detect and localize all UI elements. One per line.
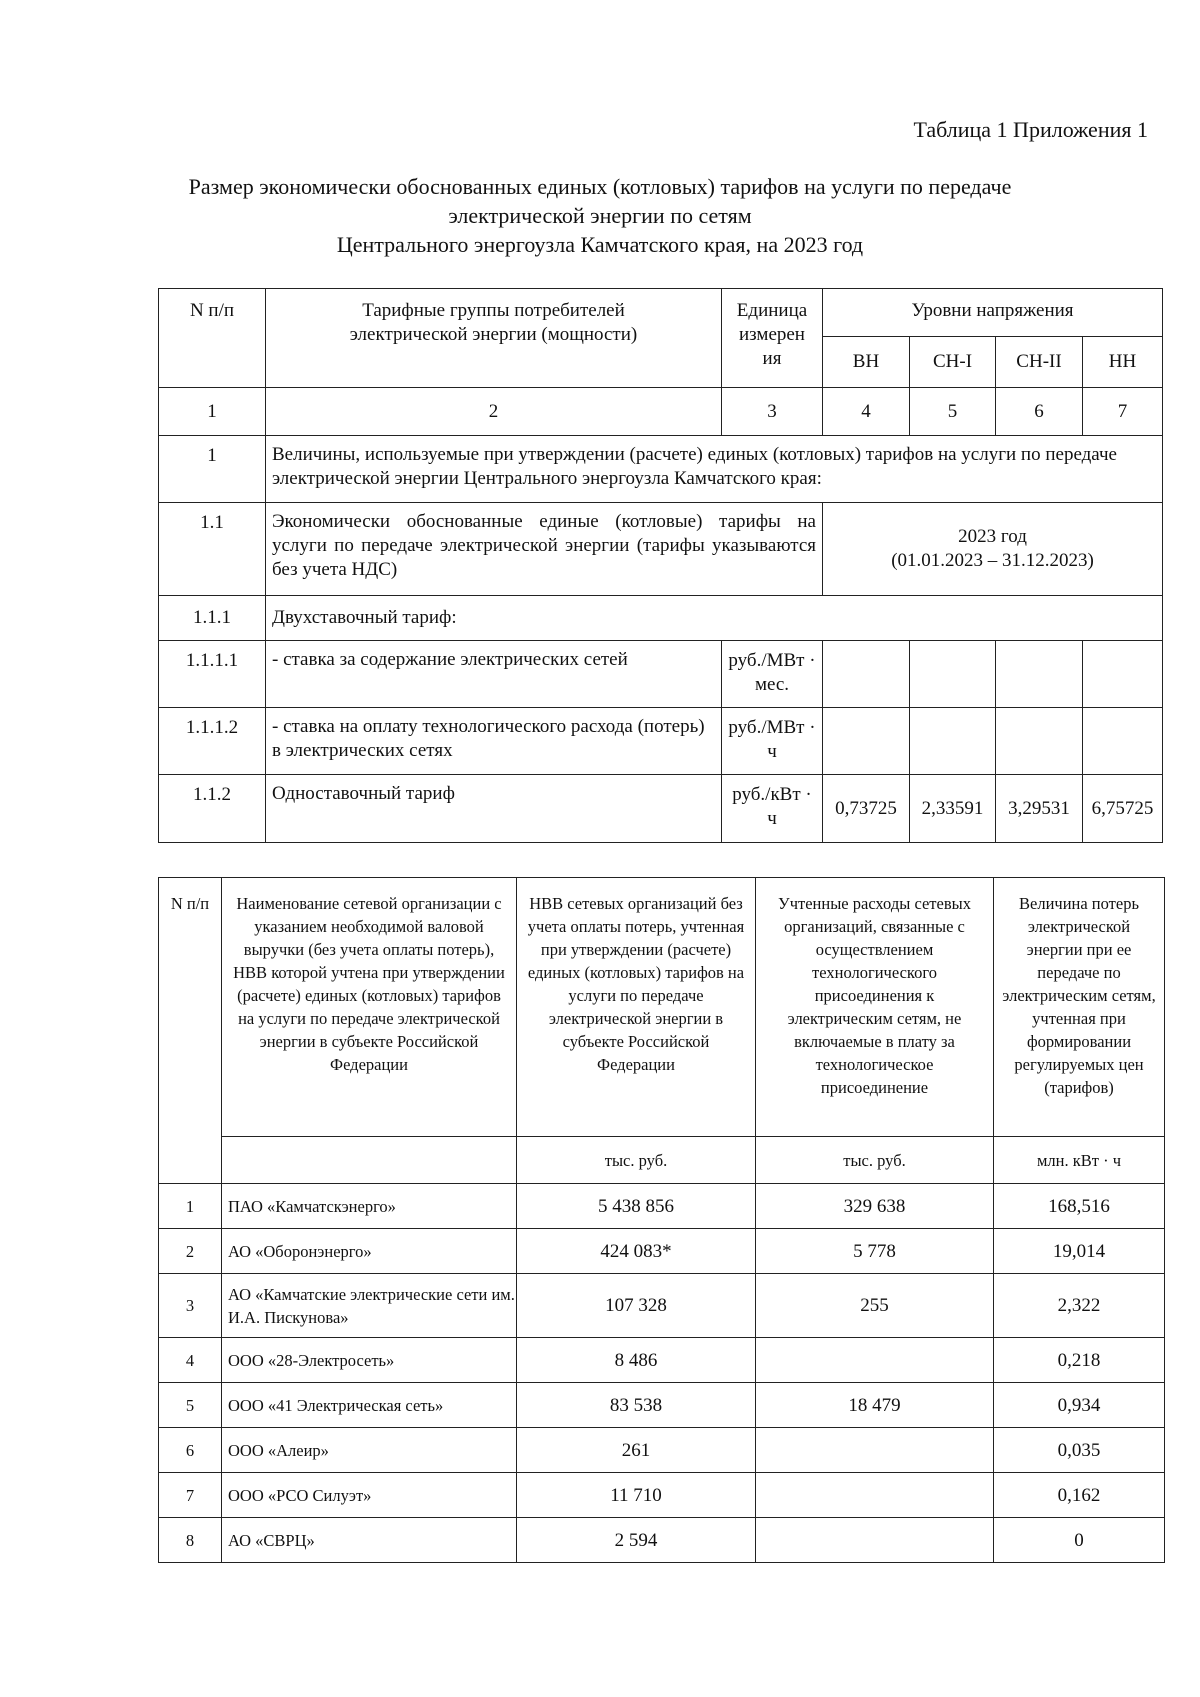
org-expenses [756,1428,994,1473]
org-losses: 0,035 [994,1428,1165,1473]
tariff-period [823,503,1163,596]
org-losses: 168,516 [994,1184,1165,1229]
org-nvv: 261 [517,1428,756,1473]
row-num: 1.1.1.2 [159,708,266,775]
org-expenses [756,1338,994,1383]
value-sn2 [996,641,1083,708]
unit-name-empty [222,1137,517,1184]
org-num: 5 [159,1383,222,1428]
tariff-table [158,288,1163,843]
column-number: 6 [996,388,1083,436]
period-year: 2023 год [958,526,1027,547]
row-text: - ставка за содержание электрических сетей [266,641,722,708]
org-nvv: 424 083* [517,1229,756,1274]
table-row [159,1518,1165,1563]
row-text: Величины, используемые при утверждении (расчете) единых (котловых) тарифов на услуги по передаче электрической энергии Центрального энергоузла Камчатского края: [266,436,1163,503]
org-num: 2 [159,1229,222,1274]
table-row [159,1473,1165,1518]
org-losses: 2,322 [994,1274,1165,1338]
row-text: Экономически обоснованные единые (котловые) тарифы на услуги по передаче электрической энергии (тарифы указываются без учета НДС) [266,503,823,596]
column-number: 3 [722,388,823,436]
org-losses: 0,934 [994,1383,1165,1428]
org-name: ООО «28-Электросеть» [222,1338,517,1383]
org-name: АО «Оборонэнерго» [222,1229,517,1274]
row-num: 1.1.2 [159,775,266,843]
org-losses: 0,218 [994,1338,1165,1383]
value-nn [1083,641,1163,708]
header-num: N п/п [159,878,222,1184]
row-text: - ставка на оплату технологического расхода (потерь) в электрических сетях [266,708,722,775]
table-row [159,1428,1165,1473]
header-voltage-levels: Уровни напряжения [823,289,1163,337]
table-row [159,1338,1165,1383]
org-expenses [756,1518,994,1563]
org-name: АО «СВРЦ» [222,1518,517,1563]
row-unit: руб./МВт · мес. [722,641,823,708]
header-org-name: Наименование сетевой организации с указанием необходимой валовой выручки (без учета оплаты потерь), НВВ которой учтена при утверждении (расчете) единых (котловых) тарифов на услуги по передаче электрической энергии в субъекте Российской Федерации [222,878,517,1137]
column-number: 2 [266,388,722,436]
value-nn: 6,75725 [1083,775,1163,843]
table-row [159,1383,1165,1428]
row-num: 1 [159,436,266,503]
org-expenses: 18 479 [756,1383,994,1428]
org-nvv: 2 594 [517,1518,756,1563]
org-expenses: 329 638 [756,1184,994,1229]
org-name: ООО «41 Электрическая сеть» [222,1383,517,1428]
page-title [0,172,1200,259]
row-unit: руб./МВт · ч [722,708,823,775]
org-nvv: 5 438 856 [517,1184,756,1229]
org-num: 3 [159,1274,222,1338]
org-nvv: 11 710 [517,1473,756,1518]
row-num: 1.1.1.1 [159,641,266,708]
title-line: Центрального энергоузла Камчатского края, на 2023 год [336,232,864,257]
org-num: 8 [159,1518,222,1563]
header-sn2: СН-II [996,337,1083,388]
value-sn1 [910,641,996,708]
org-expenses [756,1473,994,1518]
column-number: 4 [823,388,910,436]
header-unit: Единица измерен ия [722,289,823,388]
org-num: 4 [159,1338,222,1383]
unit-expenses: тыс. руб. [756,1137,994,1184]
unit-nvv: тыс. руб. [517,1137,756,1184]
org-nvv: 8 486 [517,1338,756,1383]
org-losses: 0,162 [994,1473,1165,1518]
column-number: 1 [159,388,266,436]
period-range: (01.01.2023 – 31.12.2023) [891,550,1094,571]
org-nvv: 83 538 [517,1383,756,1428]
org-num: 1 [159,1184,222,1229]
value-vn [823,641,910,708]
header-losses: Величина потерь электрической энергии при ее передаче по электрическим сетям, учтенная при формировании регулируемых цен (тарифов) [994,878,1165,1137]
value-vn: 0,73725 [823,775,910,843]
unit-losses: млн. кВт · ч [994,1137,1165,1184]
header-expenses: Учтенные расходы сетевых организаций, связанные с осуществлением технологического присоединения к электрическим сетям, не включаемые в плату за технологическое присоединение [756,878,994,1137]
value-vn [823,708,910,775]
header-sn1: СН-I [910,337,996,388]
org-nvv: 107 328 [517,1274,756,1338]
column-number: 5 [910,388,996,436]
org-num: 6 [159,1428,222,1473]
org-expenses: 255 [756,1274,994,1338]
header-num: N п/п [159,289,266,388]
value-sn1 [910,708,996,775]
table-row [159,1184,1165,1229]
table-row [159,1274,1165,1338]
header-vn: ВН [823,337,910,388]
org-expenses: 5 778 [756,1229,994,1274]
row-text: Двухставочный тариф: [266,596,1163,641]
row-unit: руб./кВт · ч [722,775,823,843]
row-num: 1.1.1 [159,596,266,641]
header-tariff-groups: Тарифные группы потребителей электрической энергии (мощности) [266,289,722,388]
org-name: ООО «РСО Силуэт» [222,1473,517,1518]
org-num: 7 [159,1473,222,1518]
value-sn1: 2,33591 [910,775,996,843]
row-num: 1.1 [159,503,266,596]
org-name: ООО «Алеир» [222,1428,517,1473]
value-sn2 [996,708,1083,775]
title-line: электрической энергии по сетям [448,203,752,228]
title-line: Размер экономически обоснованных единых (котловых) тарифов на услуги по передаче [188,174,1012,199]
header-nvv: НВВ сетевых организаций без учета оплаты потерь, учтенная при утверждении (расчете) единых (котловых) тарифов на услуги по передаче электрической энергии в субъекте Российской Федерации [517,878,756,1137]
table-reference: Таблица 1 Приложения 1 [913,117,1148,142]
org-name: ПАО «Камчатскэнерго» [222,1184,517,1229]
value-nn [1083,708,1163,775]
column-number: 7 [1083,388,1163,436]
row-text: Одноставочный тариф [266,775,722,843]
table-row [159,1229,1165,1274]
header-nn: НН [1083,337,1163,388]
org-name: АО «Камчатские электрические сети им. И.А. Пискунова» [222,1274,517,1338]
org-table [158,877,1165,1563]
org-losses: 0 [994,1518,1165,1563]
value-sn2: 3,29531 [996,775,1083,843]
org-losses: 19,014 [994,1229,1165,1274]
